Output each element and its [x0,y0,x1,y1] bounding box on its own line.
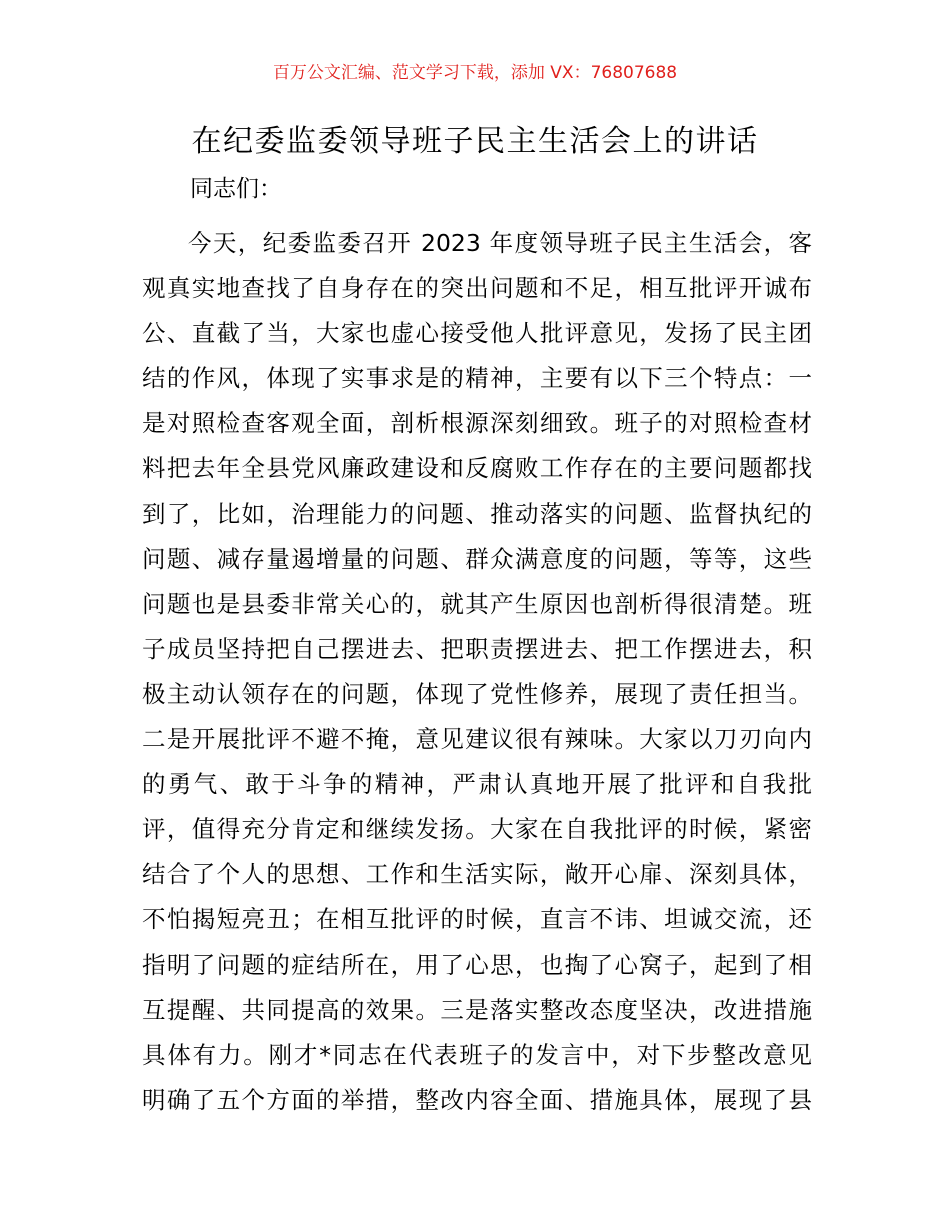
paragraph-line: 明确了五个方面的举措，整改内容全面、措施具体，展现了县 [142,1085,812,1114]
paragraph-line: 问题也是县委非常关心的，就其产生原因也剖析得很清楚。班 [142,589,812,618]
paragraph-line: 极主动认领存在的问题，体现了党性修养，展现了责任担当。 [142,679,812,708]
document-body [142,226,812,1128]
paragraph-line: 评，值得充分肯定和继续发扬。大家在自我批评的时候，紧密 [142,815,812,844]
paragraph-line: 二是开展批评不避不掩，意见建议很有辣味。大家以刀刃向内 [142,725,812,754]
paragraph-line: 互提醒、共同提高的效果。三是落实整改态度坚决，改进措施 [142,995,812,1024]
watermark-banner: 百万公文汇编、范文学习下载，添加 VX：76807688 [272,63,678,83]
paragraph-line: 不怕揭短亮丑；在相互批评的时候，直言不讳、坦诚交流，还 [142,905,812,934]
document-title: 在纪委监委领导班子民主生活会上的讲话 [191,124,759,159]
paragraph-line: 今天，纪委监委召开 2023 年度领导班子民主生活会，客 [188,229,812,257]
paragraph-line: 具体有力。刚才*同志在代表班子的发言中，对下步整改意见 [142,1040,812,1069]
paragraph-line: 结合了个人的思想、工作和生活实际，敞开心扉、深刻具体， [142,860,812,889]
paragraph-line: 观真实地查找了自身存在的突出问题和不足，相互批评开诚布 [142,274,812,303]
paragraph-line: 问题、减存量遏增量的问题、群众满意度的问题，等等，这些 [142,544,812,573]
paragraph-line: 子成员坚持把自己摆进去、把职责摆进去、把工作摆进去，积 [142,634,812,663]
paragraph-line: 指明了问题的症结所在，用了心思，也掏了心窝子，起到了相 [142,950,812,979]
salutation: 同志们： [190,176,282,202]
paragraph-line: 的勇气、敢于斗争的精神，严肃认真地开展了批评和自我批 [142,770,812,799]
paragraph-line: 料把去年全县党风廉政建设和反腐败工作存在的主要问题都找 [142,454,812,483]
paragraph-line: 到了，比如，治理能力的问题、推动落实的问题、监督执纪的 [142,499,812,528]
paragraph-line: 公、直截了当，大家也虚心接受他人批评意见，发扬了民主团 [142,319,812,348]
paragraph-line: 结的作风，体现了实事求是的精神，主要有以下三个特点：一 [142,364,812,393]
paragraph-line: 是对照检查客观全面，剖析根源深刻细致。班子的对照检查材 [142,409,812,438]
